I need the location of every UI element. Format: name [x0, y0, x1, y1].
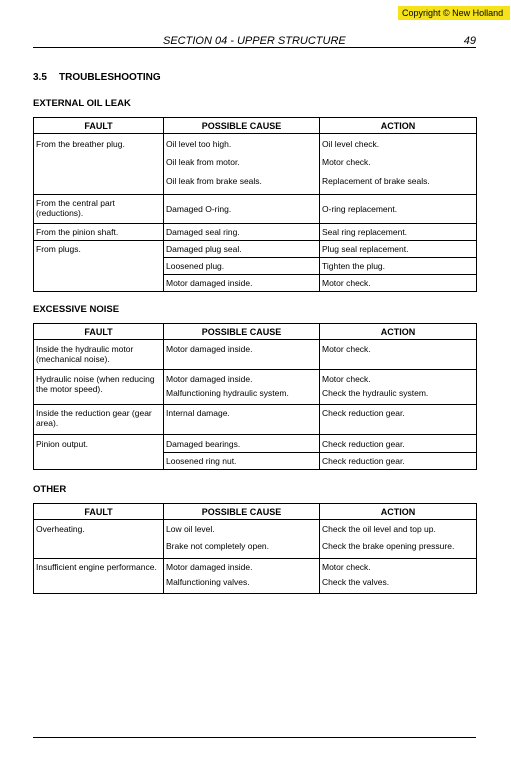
action-cell: Check the oil level and top up.	[320, 520, 477, 539]
cause-cell: Malfunctioning hydraulic system.	[164, 387, 320, 405]
subheading-external-oil-leak: EXTERNAL OIL LEAK	[33, 98, 131, 109]
action-cell: Replacement of brake seals.	[320, 175, 477, 195]
fault-cell: From the breather plug.	[34, 134, 164, 195]
fault-cell: Inside the reduction gear (gear area).	[34, 405, 164, 435]
action-cell: Check the brake opening pressure.	[320, 538, 477, 559]
table-header-row	[34, 504, 477, 520]
table-row	[34, 195, 477, 224]
page-number: 49	[463, 35, 476, 47]
table-row	[34, 435, 477, 453]
fault-cell: Overheating.	[34, 520, 164, 559]
column-header-action: ACTION	[320, 324, 477, 340]
table-row	[34, 224, 477, 241]
fault-cell: Insufficient engine performance.	[34, 559, 164, 594]
table-header-row	[34, 118, 477, 134]
table-excessive-noise	[33, 323, 477, 470]
copyright-banner: Copyright © New Holland	[398, 6, 510, 20]
action-cell: Motor check.	[320, 559, 477, 577]
column-header-action: ACTION	[320, 504, 477, 520]
cause-cell: Motor damaged inside.	[164, 559, 320, 577]
column-header-cause: POSSIBLE CAUSE	[164, 118, 320, 134]
table-row	[34, 559, 477, 577]
fault-cell: Inside the hydraulic motor (mechanical noise).	[34, 340, 164, 370]
column-header-fault: FAULT	[34, 118, 164, 134]
subheading-excessive-noise: EXCESSIVE NOISE	[33, 304, 120, 315]
table-row	[34, 134, 477, 157]
column-header-cause: POSSIBLE CAUSE	[164, 324, 320, 340]
cause-cell: Malfunctioning valves.	[164, 576, 320, 594]
column-header-fault: FAULT	[34, 324, 164, 340]
table-row	[34, 405, 477, 435]
header-rule	[33, 47, 476, 48]
table-header-row	[34, 324, 477, 340]
table-external-oil-leak	[33, 117, 477, 292]
fault-cell: From plugs.	[34, 241, 164, 292]
table-row	[34, 370, 477, 388]
cause-cell: Motor damaged inside.	[164, 275, 320, 292]
column-header-action: ACTION	[320, 118, 477, 134]
cause-cell: Oil leak from motor.	[164, 156, 320, 175]
cause-cell: Damaged O-ring.	[164, 195, 320, 224]
action-cell: Motor check.	[320, 370, 477, 388]
action-cell: Check the hydraulic system.	[320, 387, 477, 405]
fault-cell: From the pinion shaft.	[34, 224, 164, 241]
table-row	[34, 241, 477, 258]
action-cell: Motor check.	[320, 275, 477, 292]
fault-cell: From the central part (reductions).	[34, 195, 164, 224]
section-title: SECTION 04 - UPPER STRUCTURE	[163, 35, 346, 47]
cause-cell: Motor damaged inside.	[164, 340, 320, 370]
cause-cell: Damaged plug seal.	[164, 241, 320, 258]
section-number: 3.5	[33, 72, 47, 83]
cause-cell: Motor damaged inside.	[164, 370, 320, 388]
table-other	[33, 503, 477, 594]
table-row	[34, 520, 477, 539]
action-cell: Seal ring replacement.	[320, 224, 477, 241]
fault-cell: Pinion output.	[34, 435, 164, 470]
section-heading	[33, 72, 161, 83]
column-header-cause: POSSIBLE CAUSE	[164, 504, 320, 520]
cause-cell: Brake not completely open.	[164, 538, 320, 559]
subheading-other: OTHER	[33, 484, 67, 495]
action-cell: Check the valves.	[320, 576, 477, 594]
action-cell: Oil level check.	[320, 134, 477, 157]
cause-cell: Oil leak from brake seals.	[164, 175, 320, 195]
fault-cell: Hydraulic noise (when reducing the motor speed).	[34, 370, 164, 405]
action-cell: Motor check.	[320, 340, 477, 370]
cause-cell: Oil level too high.	[164, 134, 320, 157]
column-header-fault: FAULT	[34, 504, 164, 520]
action-cell: Tighten the plug.	[320, 258, 477, 275]
action-cell: O-ring replacement.	[320, 195, 477, 224]
action-cell: Check reduction gear.	[320, 405, 477, 435]
cause-cell: Loosened plug.	[164, 258, 320, 275]
action-cell: Check reduction gear.	[320, 453, 477, 470]
cause-cell: Damaged seal ring.	[164, 224, 320, 241]
action-cell: Motor check.	[320, 156, 477, 175]
cause-cell: Low oil level.	[164, 520, 320, 539]
cause-cell: Damaged bearings.	[164, 435, 320, 453]
page-header	[33, 35, 476, 47]
section-heading-text: TROUBLESHOOTING	[59, 72, 161, 83]
action-cell: Plug seal replacement.	[320, 241, 477, 258]
footer-rule	[33, 737, 476, 738]
action-cell: Check reduction gear.	[320, 435, 477, 453]
table-row	[34, 340, 477, 370]
cause-cell: Internal damage.	[164, 405, 320, 435]
cause-cell: Loosened ring nut.	[164, 453, 320, 470]
